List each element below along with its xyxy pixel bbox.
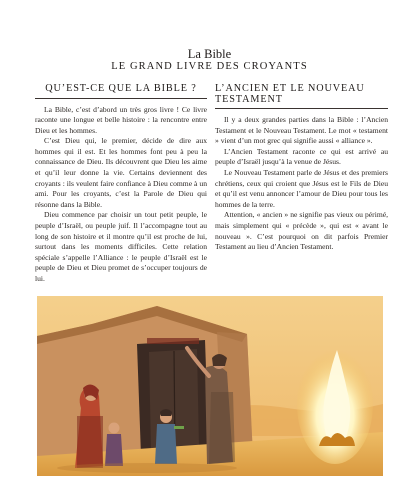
lintel-mark <box>147 338 199 344</box>
right-column-heading: L’ANCIEN ET LE NOUVEAU TESTAMENT <box>215 84 388 109</box>
right-paragraph-4: Attention, « ancien » ne signifie pas vieux ou périmé, mais simplement qui « précède », qui est « avant le nouveau ». C’est pourquoi on dit parfois Premier Testament au lieu d’Ancien Testament. <box>215 210 388 252</box>
title-line-2: LE GRAND LIVRE DES CROYANTS <box>111 61 308 72</box>
page-title <box>0 48 419 73</box>
right-paragraph-2: L’Ancien Testament raconte ce qui est arrivé au peuple d’Israël jusqu’à la venue de Jésus. <box>215 146 388 167</box>
right-paragraph-3: Le Nouveau Testament parle de Jésus et des premiers chrétiens, ceux qui croient que Jésus est le Fils de Dieu et qu’il est venu annoncer l’amour de Dieu pour tous les hommes de la terre. <box>215 167 388 209</box>
illustration <box>37 296 383 476</box>
left-paragraph-3: Dieu commence par choisir un tout petit peuple, le peuple d’Israël, ou peuple juif. Il l’accompagne tout au long de son histoire et il montre qu’il est proche de lui, surtout dans les moments difficiles. Cette relation spéciale s’appelle l’Alliance : le peuple d’Israël est le peuple de Dieu et Dieu promet de s’occuper toujours de lui. <box>35 210 207 283</box>
ground-shadow <box>57 463 237 473</box>
right-paragraph-1: Il y a deux grandes parties dans la Bible : l’Ancien Testament et le Nouveau Testament. Le mot « testament » vient d’un mot grec qui signifie aussi « alliance ». <box>215 115 388 146</box>
right-column <box>215 84 388 253</box>
left-column <box>35 84 207 285</box>
illustration-art <box>37 296 383 476</box>
left-column-heading: QU’EST-CE QUE LA BIBLE ? <box>35 84 207 99</box>
title-line-1: La Bible <box>187 47 232 61</box>
left-paragraph-2: C’est Dieu qui, le premier, décide de dire aux hommes qui il est. Et les hommes font peu à peu la connaissance de Dieu. Ils découvrent que Dieu les aime et qu’il leur donne la vie. Certains deviennent des croyants : ils veulent faire confiance à Dieu comme à un ami. Pour les croyants, c’est la Parole de Dieu qui résonne dans la Bible. <box>35 136 207 209</box>
left-paragraph-1: La Bible, c’est d’abord un très gros livre ! Ce livre raconte une longue et belle histoire : la rencontre entre Dieu et les hommes. <box>35 104 207 135</box>
